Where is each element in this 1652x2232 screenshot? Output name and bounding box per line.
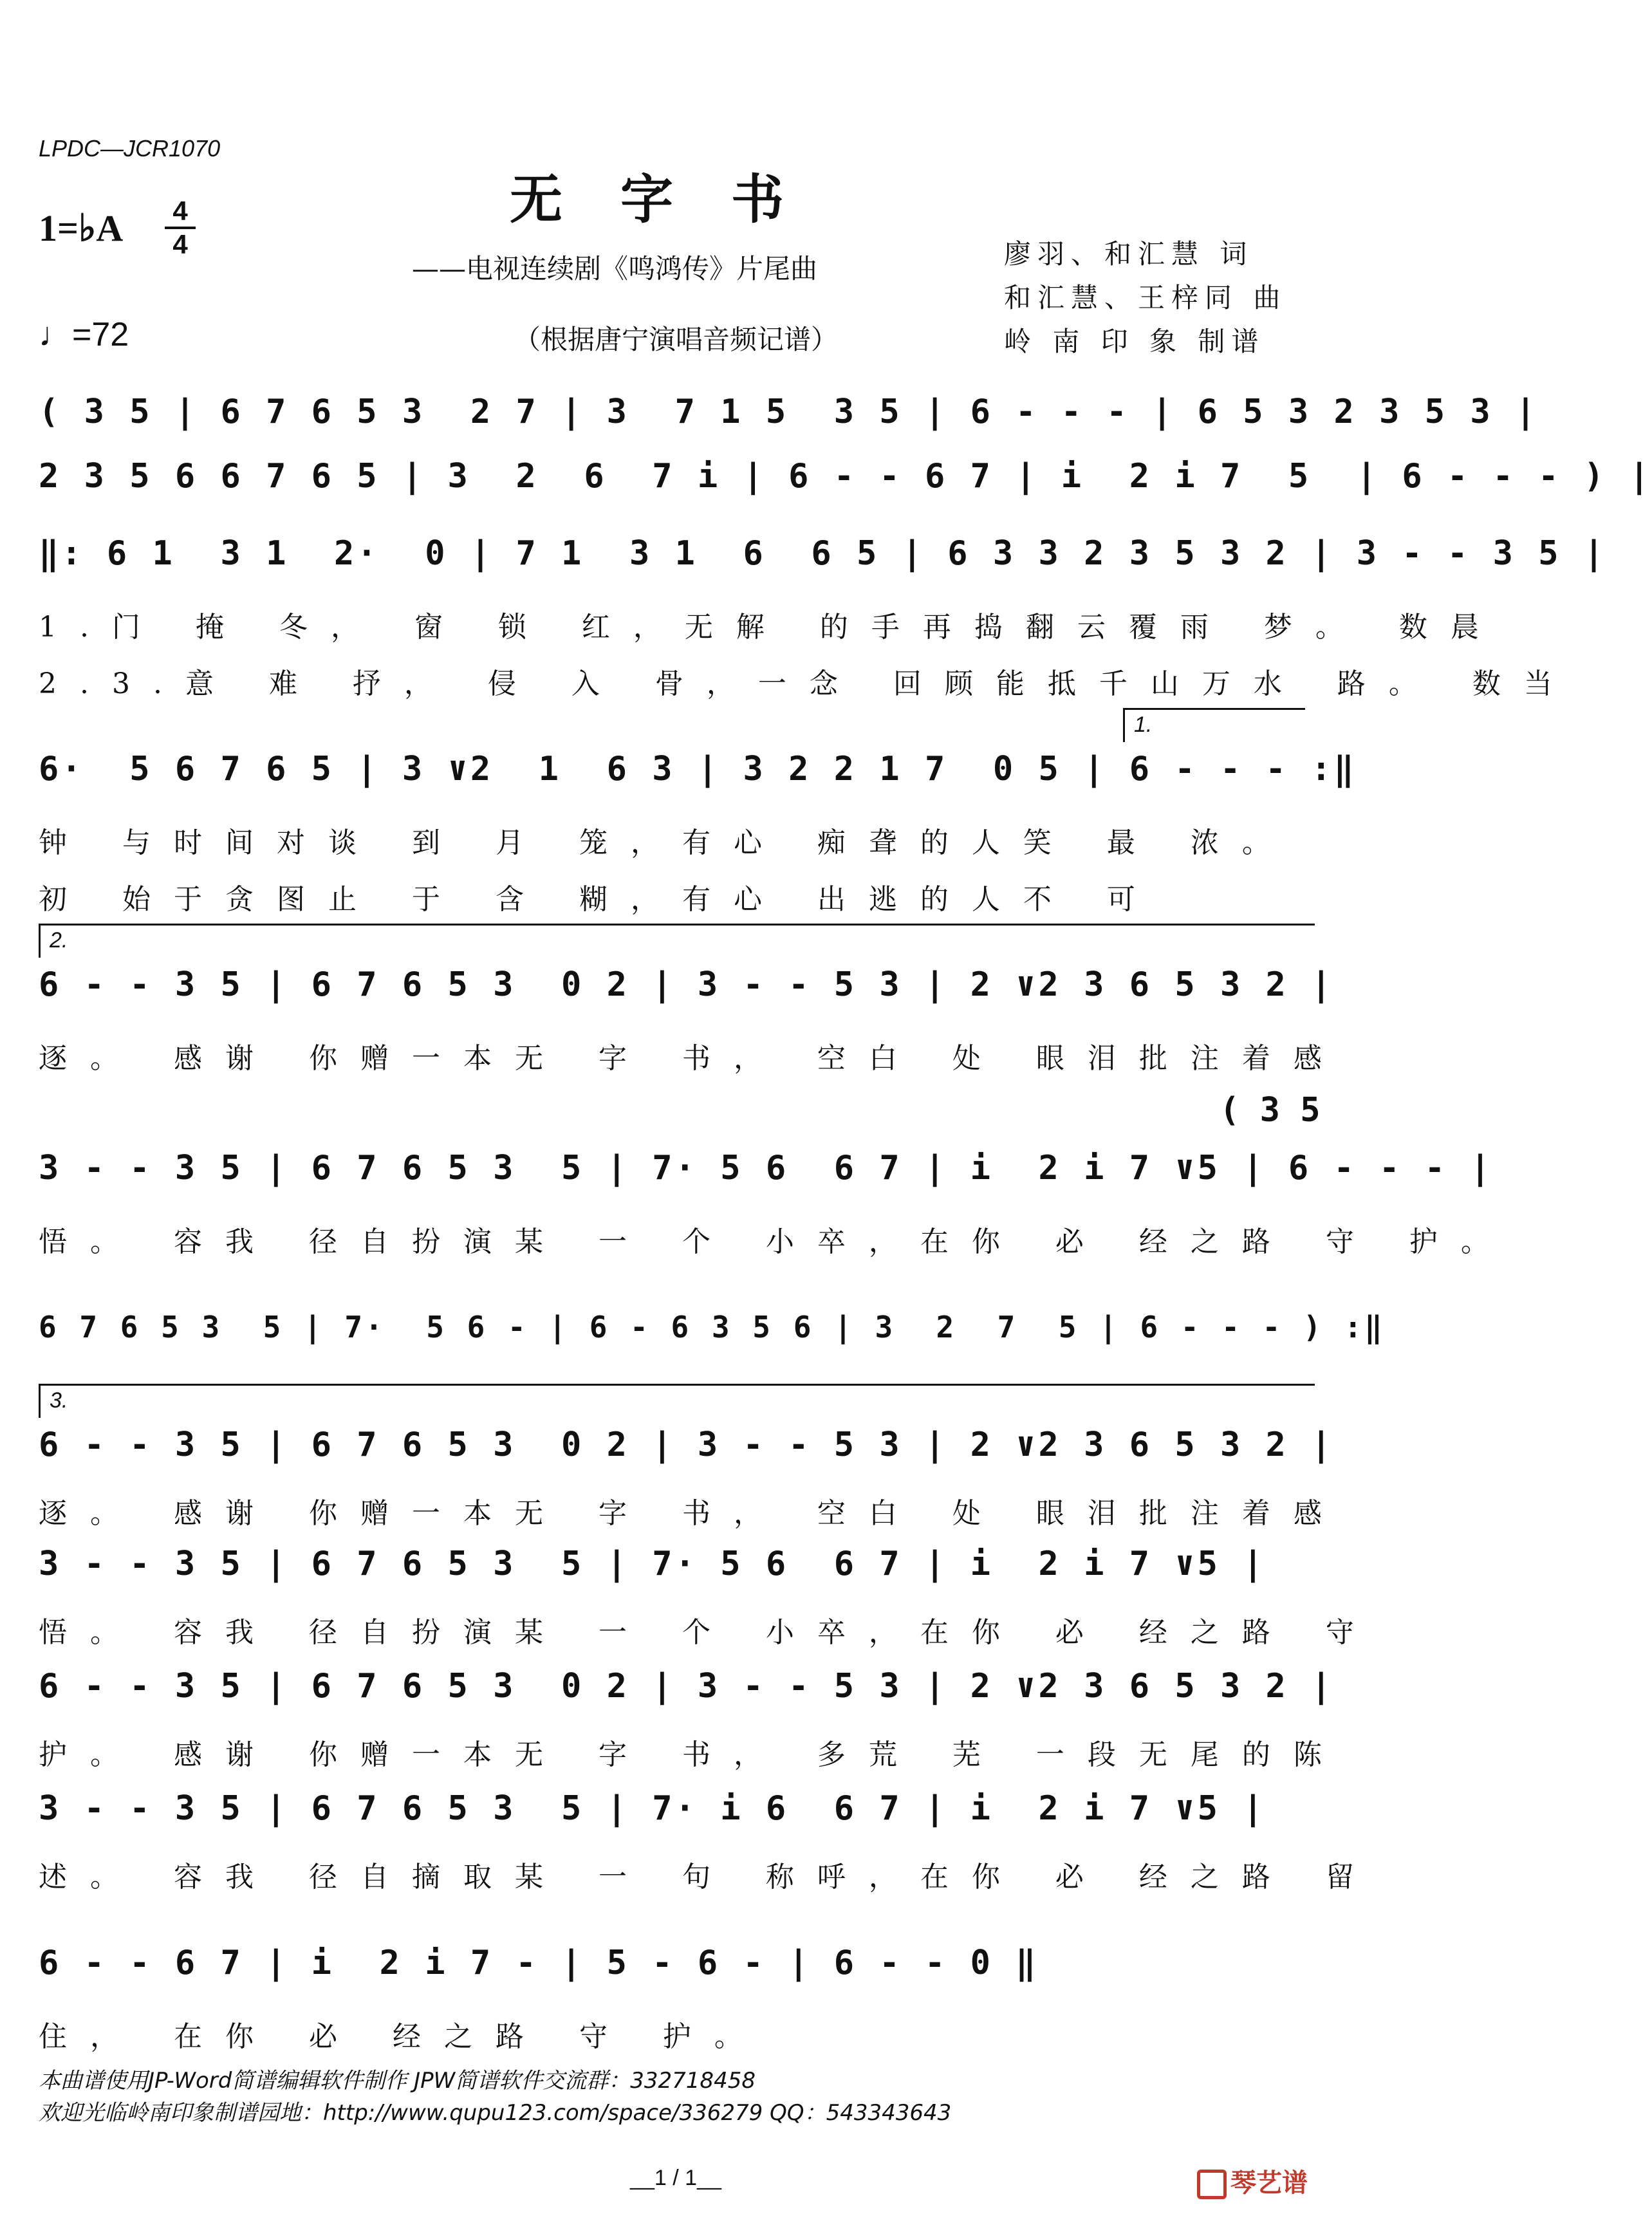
lyric-line: 述。 容我 径自摘取某 一 句 称呼，在你 必 经之路 留: [39, 1861, 1377, 1893]
time-signature: [161, 197, 200, 259]
lyric-verse-2: 2.3.意 难 抒， 侵 入 骨，一念 回顾能抵千山万水 路。 数当: [39, 667, 1575, 700]
lyric-line: 逐。 感谢 你赠一本无 字 书， 空白 处 眼泪批注着感: [39, 1497, 1345, 1530]
lyric-verse-2: 初 始于贪图止 于 含 糊，有心 出逃的人不 可: [39, 883, 1158, 916]
notation-line: 6 7 6 5 3 5 | 7· 5 6 - | 6 - 6 3 5 6 | 3 2 7 5 | 6 - - - ) :‖: [39, 1310, 1385, 1344]
notation-line: ‖: 6 1 3 1 2· 0 | 7 1 3 1 6 6 5 | 6 3 3 2 3 5 3 2 | 3 - - 3 5 |: [39, 534, 1607, 573]
subtitle: ——电视连续剧《鸣鸿传》片尾曲: [412, 253, 818, 284]
notation-line: 6 - - 3 5 | 6 7 6 5 3 0 2 | 3 - - 5 3 | 2 ∨2 3 6 5 3 2 |: [39, 1667, 1334, 1706]
footer-software-note: 本曲谱使用JP-Word简谱编辑软件制作 JPW简谱软件交流群：332718458: [39, 2068, 756, 2094]
notation-line: 3 - - 3 5 | 6 7 6 5 3 5 | 7· i 6 6 7 | i 2 i 7 ∨5 |: [39, 1789, 1266, 1828]
repeat-prefix: ( 3 5: [1220, 1091, 1321, 1130]
lyric-line: 住， 在你 必 经之路 守 护。: [39, 2020, 766, 2053]
credit-transcriber: 岭 南 印 象 制谱: [1004, 326, 1265, 357]
notation-line: ( 3 5 | 6 7 6 5 3 2 7 | 3 7 1 5 3 5 | 6 - - - | 6 5 3 2 3 5 3 |: [39, 393, 1539, 431]
lyric-line: 悟。 容我 径自扮演某 一 个 小卒，在你 必 经之路 守: [39, 1616, 1377, 1649]
volta-ending-2: 2.: [39, 924, 1315, 958]
credit-composer: 和汇慧、王梓同 曲: [1004, 282, 1287, 313]
notation-line: 3 - - 3 5 | 6 7 6 5 3 5 | 7· 5 6 6 7 | i 2 i 7 ∨5 |: [39, 1545, 1266, 1583]
lyric-line: 逐。 感谢 你赠一本无 字 书， 空白 处 眼泪批注着感: [39, 1042, 1345, 1075]
logo-icon: [1197, 2170, 1227, 2199]
notation-line: 6 - - 6 7 | i 2 i 7 - | 5 - 6 - | 6 - - 0 ‖: [39, 1944, 1039, 1982]
volta-ending-3: 3.: [39, 1384, 1315, 1418]
meter-top: 4: [172, 196, 188, 226]
lyric-verse-1: 钟 与时间对谈 到 月 笼，有心 痴聋的人笑 最 浓。: [39, 826, 1294, 859]
score-code: LPDC—JCR1070: [39, 135, 221, 162]
meter-bottom: 4: [172, 229, 188, 259]
notation-line: 3 - - 3 5 | 6 7 6 5 3 5 | 7· 5 6 6 7 | i 2 i 7 ∨5 | 6 - - - |: [39, 1149, 1493, 1187]
footer-site-note: 欢迎光临岭南印象制谱园地：http://www.qupu123.com/space/336279 QQ：543343643: [39, 2100, 952, 2126]
tempo-marking: ♩=72: [39, 316, 129, 353]
notation-line: 6 - - 3 5 | 6 7 6 5 3 0 2 | 3 - - 5 3 | 2 ∨2 3 6 5 3 2 |: [39, 965, 1334, 1004]
site-logo: 琴艺谱: [1197, 2162, 1308, 2199]
page-number: __1 / 1__: [630, 2166, 721, 2190]
lyric-line: 护。 感谢 你赠一本无 字 书， 多荒 芜 一段无尾的陈: [39, 1738, 1345, 1771]
notation-line: 6 - - 3 5 | 6 7 6 5 3 0 2 | 3 - - 5 3 | 2 ∨2 3 6 5 3 2 |: [39, 1426, 1334, 1464]
credit-lyricist: 廖羽、和汇慧 词: [1004, 238, 1254, 270]
notation-line: 6· 5 6 7 6 5 | 3 ∨2 1 6 3 | 3 2 2 1 7 0 5 | 6 - - - :‖: [39, 750, 1357, 788]
lyric-verse-1: 1.门 掩 冬， 窗 锁 红，无解 的手再捣翻云覆雨 梦。 数晨: [39, 611, 1502, 644]
page-title: 无字书: [509, 169, 842, 230]
volta-ending-1: 1.: [1123, 708, 1305, 742]
key-signature: 1=♭A: [39, 207, 124, 249]
source-note: （根据唐宁演唱音频记谱）: [513, 324, 838, 355]
notation-line: 2 3 5 6 6 7 6 5 | 3 2 6 7 i | 6 - - 6 7 | i 2 i 7 5 | 6 - - - ) |: [39, 457, 1652, 496]
lyric-line: 悟。 容我 径自扮演某 一 个 小卒，在你 必 经之路 守 护。: [39, 1225, 1512, 1258]
